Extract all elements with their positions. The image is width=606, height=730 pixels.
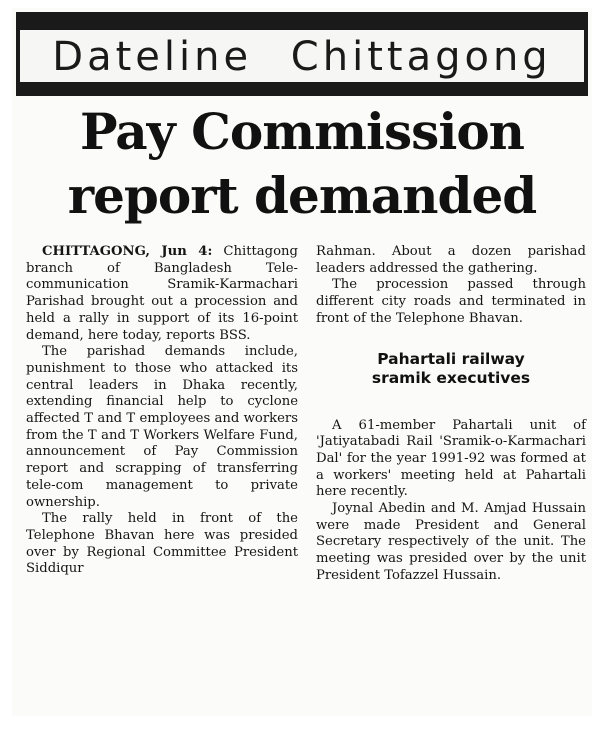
article-headline	[12, 100, 592, 228]
section-banner	[16, 12, 588, 96]
article-paragraph-2: The parishad demands include, punishment to those who attacked its central leaders in Dhaka recently, extending financial help to cyclone affected T and T employees and workers from the T and T Workers Welfare Fund, announcement of Pay Commission report and scrapping of transferring tele-com management to private ownership.	[26, 344, 298, 510]
article-column-right	[316, 244, 586, 585]
headline-line-1: Pay Commission	[79, 102, 525, 161]
article-paragraph-4: Rahman. About a dozen parishad leaders addressed the gathering.	[316, 244, 586, 276]
subhead-line-2: sramik executives	[371, 368, 531, 387]
newspaper-clipping	[12, 8, 592, 716]
article-dateline: CHITTAGONG, Jun 4:	[42, 244, 213, 259]
subhead-line-1: Pahartali railway	[377, 349, 525, 368]
second-article-subhead	[316, 350, 586, 388]
section-banner-frame	[20, 28, 584, 84]
article-paragraph-3: The rally held in front of the Telephone Bhavan here was presided over by Regional Committee President Siddiqur	[26, 511, 298, 577]
headline-line-2: report demanded	[67, 166, 537, 225]
second-article-paragraph-2: Joynal Abedin and M. Amjad Hussain were made President and General Secretary respectively of the unit. The meeting was presided over by the unit President Tofazzel Hussain.	[316, 501, 586, 583]
article-column-left	[26, 244, 298, 578]
article-paragraph-1	[26, 244, 298, 344]
article-paragraph-1-text: Chittagong branch of Bangladesh Tele-communication Sramik-Karmachari Parishad brought out a procession and held a rally in support of its 16-point demand, here today, reports BSS.	[26, 244, 298, 343]
article-paragraph-5: The procession passed through different city roads and terminated in front of the Telephone Bhavan.	[316, 277, 586, 326]
section-title: Dateline Chittagong	[52, 34, 552, 80]
second-article-paragraph-1: A 61-member Pahartali unit of 'Jatiyatabadi Rail 'Sramik-o-Karmachari Dal' for the year 1991-92 was formed at a workers' meeting held at Pahartali here recently.	[316, 417, 586, 500]
